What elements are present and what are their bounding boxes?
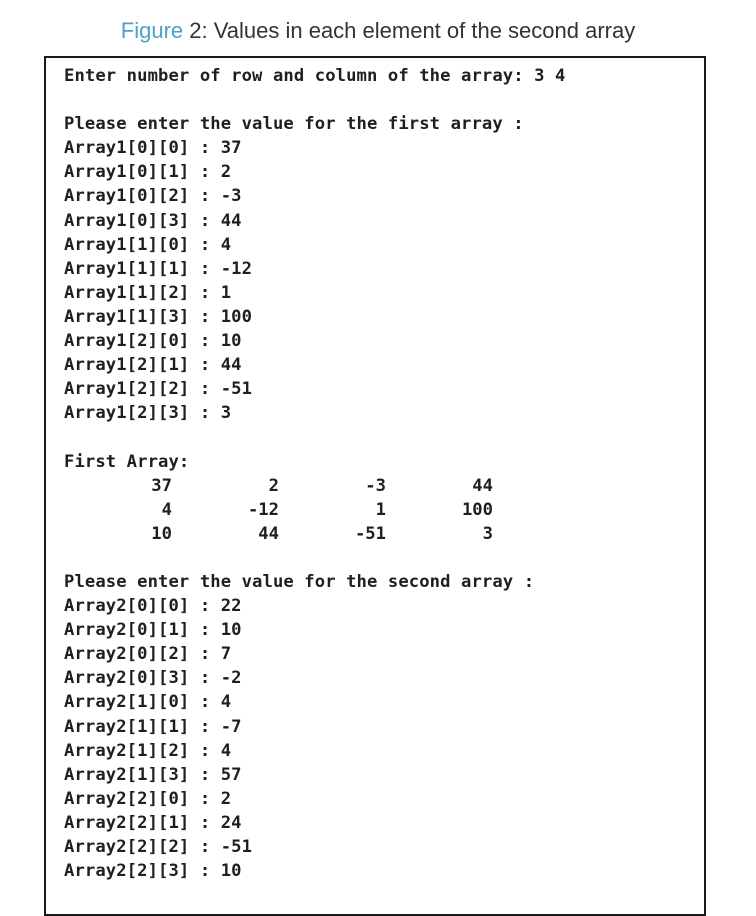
- first-input-line: Array1[1][3] : 100: [64, 306, 253, 327]
- array-cell: 44: [472, 475, 493, 496]
- array-cell: 100: [461, 499, 493, 520]
- array-cell: 4: [161, 499, 172, 520]
- array-cell: 1: [375, 499, 386, 520]
- figure-caption-text: Values in each element of the second array: [207, 18, 636, 43]
- second-input-line: Array2[1][3] : 57: [64, 764, 242, 785]
- first-input-line: Array1[2][2] : -51: [64, 379, 253, 400]
- first-array-prompt: Please enter the value for the first array :: [64, 114, 524, 135]
- array-cell: 2: [268, 475, 279, 496]
- first-input-line: Array1[1][0] : 4: [64, 234, 232, 255]
- second-input-line: Array2[2][1] : 24: [64, 812, 242, 833]
- second-input-line: Array2[1][2] : 4: [64, 740, 232, 761]
- array-cell: 3: [482, 523, 493, 544]
- figure-label: Figure: [120, 18, 184, 43]
- array-cell: 44: [258, 523, 279, 544]
- second-input-line: Array2[2][2] : -51: [64, 837, 253, 857]
- first-input-line: Array1[0][0] : 37: [64, 138, 242, 159]
- first-input-line: Array1[2][1] : 44: [64, 355, 242, 376]
- console-header-line: Enter number of row and column of the array: 3 4: [64, 66, 566, 86]
- figure-caption: [0, 16, 756, 46]
- figure-number: 2:: [189, 18, 208, 43]
- array-cell: -12: [247, 499, 279, 520]
- second-input-line: Array2[2][3] : 10: [64, 861, 242, 882]
- array-cell: 37: [151, 475, 172, 496]
- second-input-line: Array2[0][1] : 10: [64, 620, 242, 641]
- second-array-prompt: Please enter the value for the second array :: [64, 571, 535, 592]
- array-cell: 10: [151, 523, 172, 544]
- console-output-window: [44, 56, 706, 916]
- first-input-line: Array1[1][2] : 1: [64, 282, 232, 303]
- first-input-line: Array1[0][2] : -3: [64, 186, 242, 207]
- first-array-title: First Array:: [64, 451, 190, 472]
- second-input-line: Array2[1][1] : -7: [64, 716, 242, 737]
- second-input-line: Array2[2][0] : 2: [64, 788, 232, 809]
- second-input-line: Array2[0][3] : -2: [64, 668, 242, 689]
- second-input-line: Array2[1][0] : 4: [64, 692, 232, 713]
- first-input-line: Array1[2][0] : 10: [64, 331, 242, 352]
- first-array-row: [64, 498, 694, 522]
- first-array-row: [64, 474, 694, 498]
- first-input-line: Array1[2][3] : 3: [64, 403, 232, 424]
- array-cell: -51: [354, 523, 386, 544]
- second-input-line: Array2[0][0] : 22: [64, 596, 242, 617]
- first-array-row: [64, 522, 694, 546]
- first-input-line: Array1[0][1] : 2: [64, 162, 232, 183]
- blank-line: [64, 546, 694, 570]
- blank-line: [64, 88, 694, 112]
- blank-line: [64, 425, 694, 449]
- console-lines: [64, 64, 694, 883]
- second-input-line: Array2[0][2] : 7: [64, 644, 232, 665]
- first-input-line: Array1[1][1] : -12: [64, 258, 253, 279]
- first-input-line: Array1[0][3] : 44: [64, 210, 242, 231]
- array-cell: -3: [365, 475, 386, 496]
